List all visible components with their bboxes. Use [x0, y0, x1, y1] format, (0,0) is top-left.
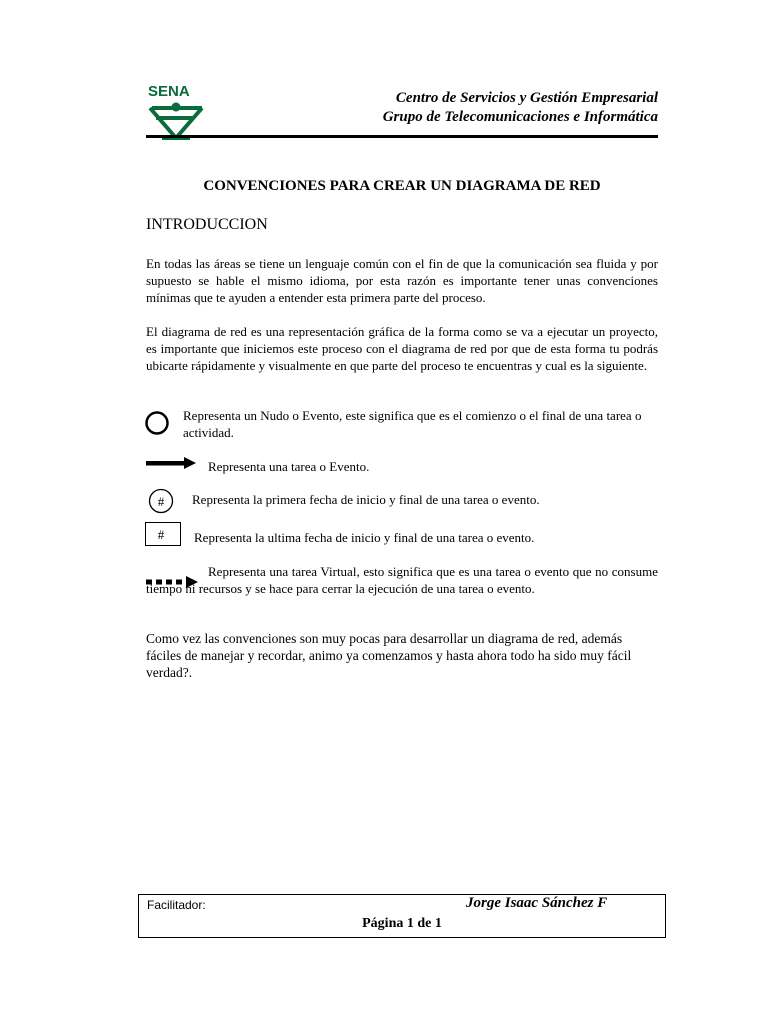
paragraph-1: En todas las áreas se tiene un lenguaje común con el fin de que la comunicación sea fluida y por supuesto se hable el mismo idioma, por esta razón es importante tener unas convenciones mínimas que te ayuden a entender esta primera parte del proceso.	[146, 256, 658, 305]
circle-hash-symbol: #	[157, 494, 165, 509]
arrow-icon	[146, 456, 196, 468]
sena-logo	[146, 80, 214, 140]
legend-first-date-text: Representa la primera fecha de inicio y final de una tarea o evento.	[192, 492, 540, 507]
logo-text: SENA	[148, 83, 190, 100]
legend-task-text: Representa una tarea o Evento.	[208, 459, 370, 474]
header-rule	[146, 135, 658, 138]
circle-hash-icon	[148, 488, 174, 514]
paragraph-2: El diagrama de red es una representación gráfica de la forma como se va a ejecutar un proyecto, es importante que iniciemos este proceso con el diagrama de red por que de esta forma tu podrás ubicarte rápidamente y visualmente en que parte del proceso te encuentras y cual es la siguiente.	[146, 324, 658, 373]
header-center-name: Centro de Servicios y Gestión Empresarial	[395, 90, 658, 106]
legend-node-text: Representa un Nudo o Evento, este significa que es el comienzo o el final de una tarea o actividad.	[183, 408, 642, 440]
document-title: CONVENCIONES PARA CREAR UN DIAGRAMA DE RED	[203, 178, 601, 194]
legend-last-date-text: Representa la ultima fecha de inicio y final de una tarea o evento.	[194, 530, 535, 545]
page-number: Página 1 de 1	[362, 916, 442, 931]
closing-paragraph: Como vez las convenciones son muy pocas para desarrollar un diagrama de red, además fáciles de manejar y recordar, animo ya comenzamos y hasta ahora todo ha sido muy fácil verdad?.	[146, 631, 632, 680]
box-hash-icon	[145, 522, 181, 546]
legend-virtual-task	[146, 563, 658, 597]
facilitator-name: Jorge Isaac Sánchez F	[466, 895, 608, 911]
circle-icon	[145, 411, 169, 435]
header-group-name: Grupo de Telecomunicaciones e Informática	[382, 109, 658, 125]
box-hash-symbol: #	[157, 527, 165, 542]
legend-virtual-task-text: Representa una tarea Virtual, esto significa que es una tarea o evento que no consume tiempo ni recursos y se hace para cerrar la ejecución de una tarea o evento.	[146, 564, 658, 596]
facilitator-label: Facilitador:	[147, 898, 206, 912]
section-title: INTRODUCCION	[146, 216, 268, 233]
